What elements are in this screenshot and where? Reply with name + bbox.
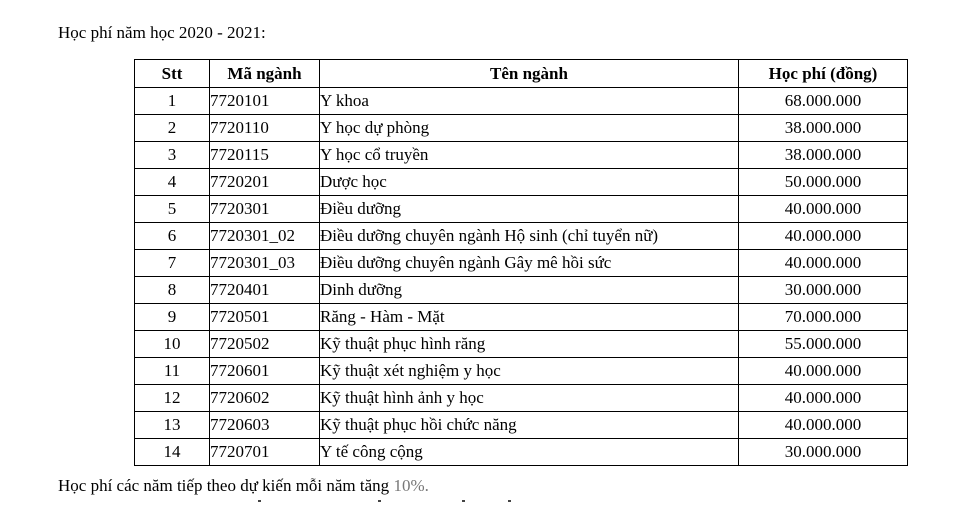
table-row <box>135 142 908 169</box>
cell-stt: 1 <box>135 88 210 115</box>
cropped-next-line <box>250 500 520 505</box>
cell-stt: 7 <box>135 250 210 277</box>
cell-fee: 38.000.000 <box>739 142 908 169</box>
cell-code: 7720701 <box>210 439 320 466</box>
cell-code: 7720603 <box>210 412 320 439</box>
cell-name: Kỹ thuật phục hồi chức năng <box>320 412 739 439</box>
table-row <box>135 304 908 331</box>
cell-fee: 40.000.000 <box>739 358 908 385</box>
cell-name: Điều dưỡng chuyên ngành Gây mê hồi sức <box>320 250 739 277</box>
cell-name: Điều dưỡng chuyên ngành Hộ sinh (chỉ tuyển nữ) <box>320 223 739 250</box>
cell-fee: 40.000.000 <box>739 412 908 439</box>
cell-fee: 30.000.000 <box>739 277 908 304</box>
cell-fee: 40.000.000 <box>739 196 908 223</box>
table-row <box>135 358 908 385</box>
cell-stt: 6 <box>135 223 210 250</box>
cell-fee: 68.000.000 <box>739 88 908 115</box>
table-row <box>135 169 908 196</box>
cell-fee: 30.000.000 <box>739 439 908 466</box>
cell-stt: 3 <box>135 142 210 169</box>
cell-stt: 10 <box>135 331 210 358</box>
header-name: Tên ngành <box>320 60 739 88</box>
footnote-percent: 10%. <box>393 476 429 495</box>
tuition-table <box>134 59 908 466</box>
cell-fee: 40.000.000 <box>739 223 908 250</box>
cell-fee: 40.000.000 <box>739 385 908 412</box>
cell-stt: 2 <box>135 115 210 142</box>
cell-stt: 5 <box>135 196 210 223</box>
cell-name: Dinh dưỡng <box>320 277 739 304</box>
table-row <box>135 439 908 466</box>
table-row <box>135 196 908 223</box>
cell-code: 7720301_03 <box>210 250 320 277</box>
cell-stt: 14 <box>135 439 210 466</box>
cell-fee: 50.000.000 <box>739 169 908 196</box>
cell-name: Y học dự phòng <box>320 115 739 142</box>
table-row <box>135 223 908 250</box>
cell-fee: 55.000.000 <box>739 331 908 358</box>
cell-fee: 40.000.000 <box>739 250 908 277</box>
cell-code: 7720115 <box>210 142 320 169</box>
cell-stt: 4 <box>135 169 210 196</box>
table-row <box>135 277 908 304</box>
header-fee: Học phí (đồng) <box>739 60 908 88</box>
cell-code: 7720201 <box>210 169 320 196</box>
cell-code: 7720602 <box>210 385 320 412</box>
cell-code: 7720601 <box>210 358 320 385</box>
cell-name: Điều dưỡng <box>320 196 739 223</box>
table-row <box>135 385 908 412</box>
table-header-row <box>135 60 908 88</box>
cell-name: Kỹ thuật hình ảnh y học <box>320 385 739 412</box>
header-stt: Stt <box>135 60 210 88</box>
table-row <box>135 412 908 439</box>
table-row <box>135 331 908 358</box>
cell-name: Kỹ thuật xét nghiệm y học <box>320 358 739 385</box>
cell-name: Răng - Hàm - Mặt <box>320 304 739 331</box>
cell-code: 7720101 <box>210 88 320 115</box>
table-row <box>135 250 908 277</box>
cell-stt: 11 <box>135 358 210 385</box>
cell-fee: 70.000.000 <box>739 304 908 331</box>
cell-name: Y học cổ truyền <box>320 142 739 169</box>
cell-stt: 12 <box>135 385 210 412</box>
cell-code: 7720502 <box>210 331 320 358</box>
cell-stt: 8 <box>135 277 210 304</box>
cell-fee: 38.000.000 <box>739 115 908 142</box>
cell-code: 7720301 <box>210 196 320 223</box>
header-code: Mã ngành <box>210 60 320 88</box>
intro-text: Học phí năm học 2020 - 2021: <box>58 23 266 42</box>
cell-code: 7720401 <box>210 277 320 304</box>
cell-stt: 9 <box>135 304 210 331</box>
cell-name: Kỹ thuật phục hình răng <box>320 331 739 358</box>
footnote-text: Học phí các năm tiếp theo dự kiến mỗi năm tăng <box>58 476 394 495</box>
table-row <box>135 88 908 115</box>
cell-code: 7720501 <box>210 304 320 331</box>
cell-stt: 13 <box>135 412 210 439</box>
table-row <box>135 115 908 142</box>
cell-name: Dược học <box>320 169 739 196</box>
footnote <box>58 476 429 496</box>
cell-name: Y tế công cộng <box>320 439 739 466</box>
cell-code: 7720110 <box>210 115 320 142</box>
table-body <box>135 88 908 466</box>
cell-name: Y khoa <box>320 88 739 115</box>
cell-code: 7720301_02 <box>210 223 320 250</box>
